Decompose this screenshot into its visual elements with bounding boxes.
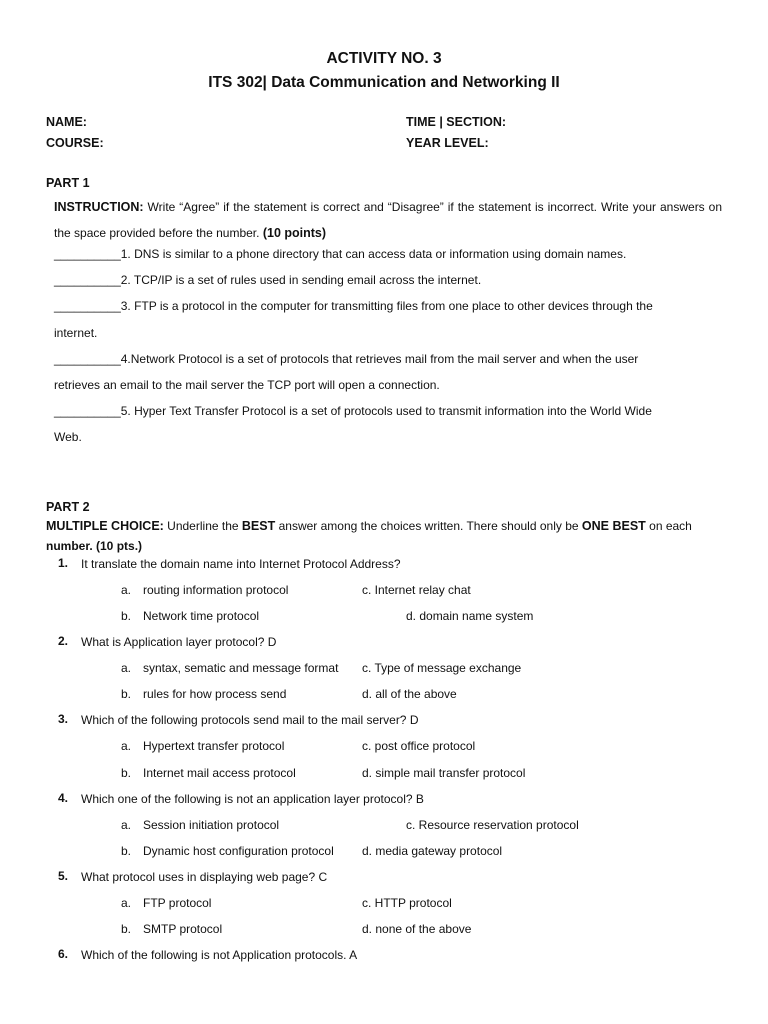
question-5-option-b: SMTP protocol	[143, 922, 223, 936]
question-4-text: Which one of the following is not an application layer protocol? B	[81, 792, 424, 806]
question-6-number: 6.	[58, 947, 69, 961]
question-2-number: 2.	[58, 634, 69, 648]
question-1-option-b: Network time protocol	[143, 609, 260, 623]
question-4-option-a: Session initiation protocol	[143, 818, 280, 832]
question-1-option-c: c. Internet relay chat	[362, 583, 471, 597]
part2-one-best-emphasis: ONE BEST	[581, 519, 646, 533]
question-2-option-d: d. all of the above	[362, 687, 457, 701]
part2-instruction-line2: number. (10 pts.)	[46, 539, 143, 553]
part1-item-3: __________3. FTP is a protocol in the computer for transmitting files from one place to other devices through the	[54, 299, 653, 313]
question-2-option-b-letter: b.	[121, 687, 132, 701]
question-5-option-b-letter: b.	[121, 922, 132, 936]
time-section-field-label: TIME | SECTION:	[406, 115, 507, 129]
part1-item-4: __________4.Network Protocol is a set of protocols that retrieves mail from the mail server and when the user	[54, 352, 639, 366]
question-2-option-b: rules for how process send	[143, 687, 287, 701]
part1-points: (10 points)	[262, 226, 327, 240]
question-3-option-c: c. post office protocol	[362, 739, 476, 753]
question-3-option-b-letter: b.	[121, 766, 132, 780]
part2-instruction-text-c: on each	[649, 519, 692, 533]
question-3-option-b: Internet mail access protocol	[143, 766, 296, 780]
question-4-number: 4.	[58, 791, 69, 805]
part1-item-4-cont: retrieves an email to the mail server the TCP port will open a connection.	[54, 378, 440, 392]
question-3-option-a-letter: a.	[121, 739, 132, 753]
part1-item-5-cont: Web.	[54, 430, 82, 444]
question-1-option-d: d. domain name system	[406, 609, 534, 623]
part1-item-2: __________2. TCP/IP is a set of rules used in sending email across the internet.	[54, 273, 482, 287]
part1-heading: PART 1	[46, 176, 90, 190]
question-1-option-a: routing information protocol	[143, 583, 289, 597]
question-6-text: Which of the following is not Application protocols. A	[81, 948, 358, 962]
part2-instruction-text-b: answer among the choices written. There should only be	[278, 519, 579, 533]
question-5-option-a-letter: a.	[121, 896, 132, 910]
activity-title: ACTIVITY NO. 3	[326, 50, 442, 67]
question-5-option-d: d. none of the above	[362, 922, 472, 936]
course-field-label: COURSE:	[46, 136, 104, 150]
part2-instruction-text-a: Underline the	[167, 519, 239, 533]
part2-best-emphasis: BEST	[241, 519, 276, 533]
name-field-label: NAME:	[46, 115, 87, 129]
question-3-option-d: d. simple mail transfer protocol	[362, 766, 526, 780]
question-4-option-b-letter: b.	[121, 844, 132, 858]
part1-item-5: __________5. Hyper Text Transfer Protocol is a set of protocols used to transmit information into the World Wide	[54, 404, 652, 418]
part1-instruction-label: INSTRUCTION:	[54, 200, 144, 214]
question-4-option-d: d. media gateway protocol	[362, 844, 503, 858]
part2-instruction-label: MULTIPLE CHOICE:	[46, 519, 164, 533]
question-4-option-c: c. Resource reservation protocol	[406, 818, 579, 832]
question-3-number: 3.	[58, 712, 69, 726]
part2-heading: PART 2	[46, 500, 90, 514]
question-3-option-a: Hypertext transfer protocol	[143, 739, 285, 753]
question-5-text: What protocol uses in displaying web page? C	[81, 870, 328, 884]
question-4-option-a-letter: a.	[121, 818, 132, 832]
question-2-text: What is Application layer protocol? D	[81, 635, 277, 649]
question-4-option-b: Dynamic host configuration protocol	[143, 844, 334, 858]
question-5-number: 5.	[58, 869, 69, 883]
part2-instruction	[46, 518, 692, 534]
question-1-option-a-letter: a.	[121, 583, 132, 597]
question-5-option-a: FTP protocol	[143, 896, 212, 910]
question-1-text: It translate the domain name into Internet Protocol Address?	[81, 557, 401, 571]
question-2-option-c: c. Type of message exchange	[362, 661, 522, 675]
part1-item-1: __________1. DNS is similar to a phone directory that can access data or information using domain names.	[54, 247, 627, 261]
question-1-option-b-letter: b.	[121, 609, 132, 623]
question-2-option-a-letter: a.	[121, 661, 132, 675]
part1-item-3-cont: internet.	[54, 326, 98, 340]
course-subtitle: ITS 302| Data Communication and Networking II	[208, 74, 560, 91]
question-1-number: 1.	[58, 556, 69, 570]
year-level-field-label: YEAR LEVEL:	[406, 136, 489, 150]
part1-instruction	[54, 194, 722, 246]
question-2-option-a: syntax, sematic and message format	[143, 661, 339, 675]
question-5-option-c: c. HTTP protocol	[362, 896, 452, 910]
part1-instruction-text: Write “Agree” if the statement is correct and “Disagree” if the statement is incorrect. Write your answers on the space provided before the number.	[54, 200, 722, 240]
question-3-text: Which of the following protocols send mail to the mail server? D	[81, 713, 419, 727]
